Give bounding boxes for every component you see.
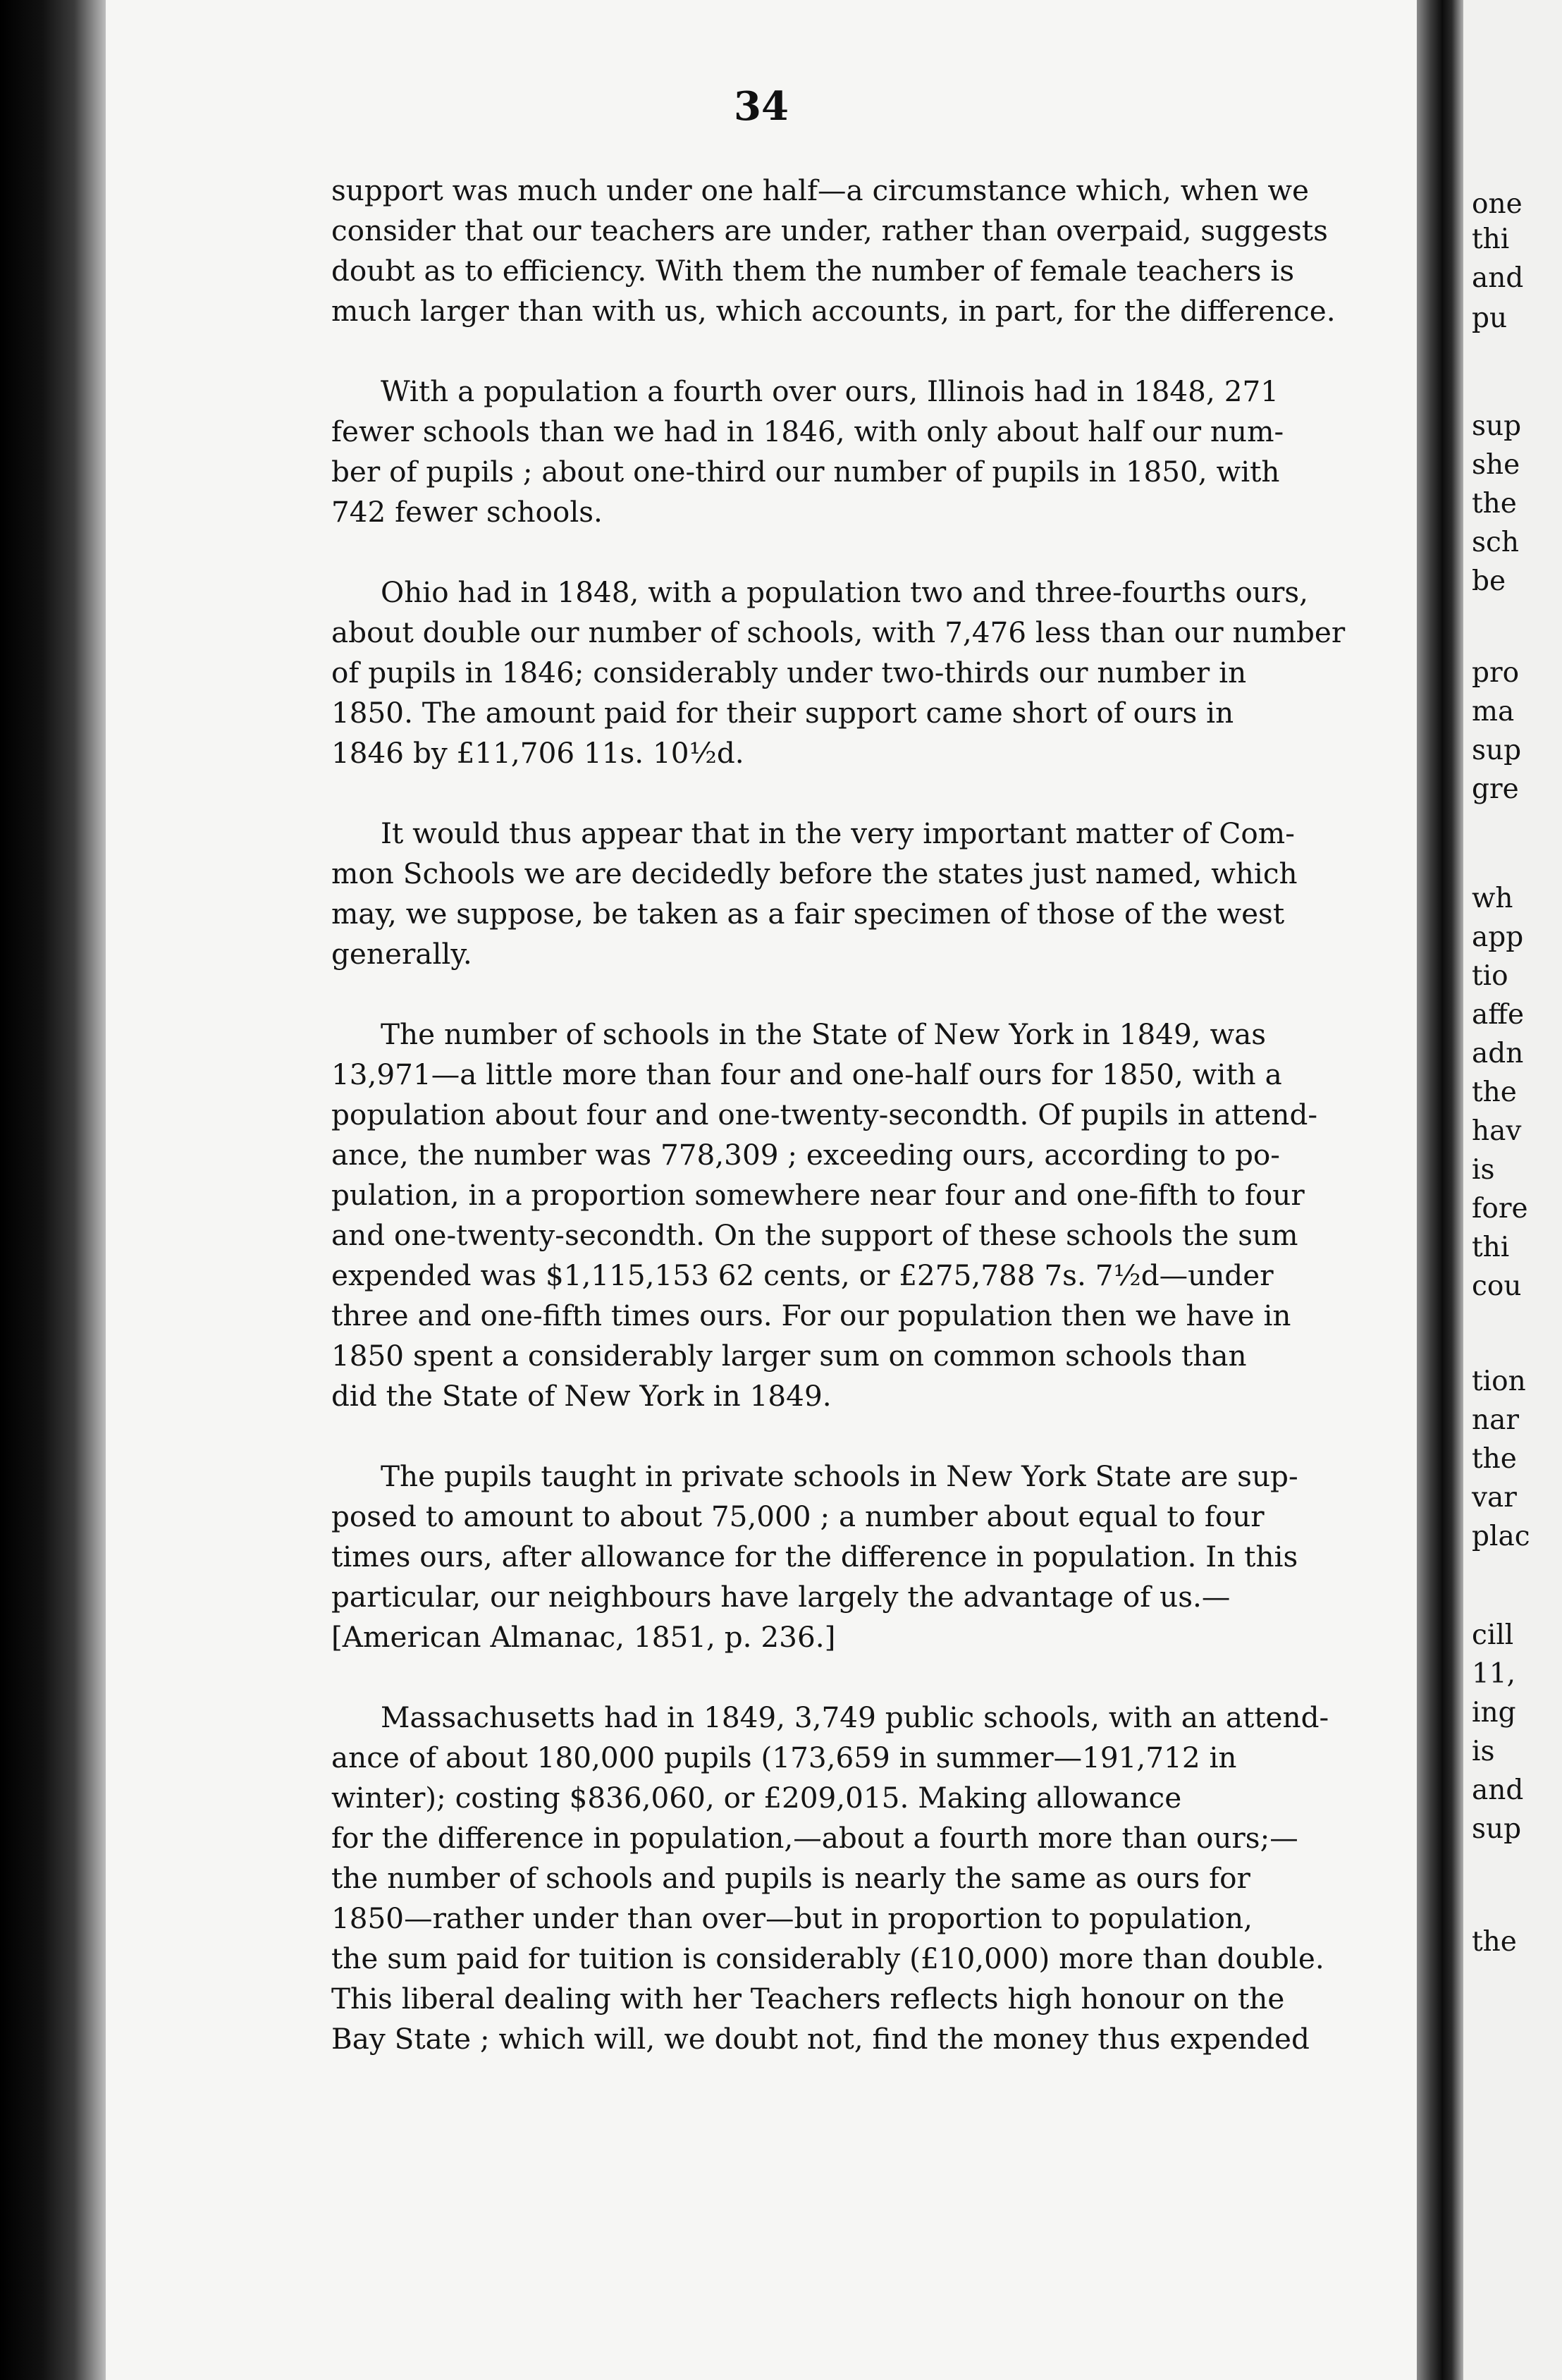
text-line: posed to amount to about 75,000 ; a number about equal to four: [331, 1499, 1265, 1533]
facing-page-fragment: the: [1472, 1926, 1517, 1958]
text-line: 1850. The amount paid for their support came short of ours in: [331, 696, 1234, 730]
facing-page-fragment: cill: [1472, 1619, 1514, 1651]
facing-page-fragment: tion: [1472, 1366, 1526, 1397]
facing-page-fragment: thi: [1472, 223, 1510, 255]
scan-left-edge: [0, 0, 106, 2380]
text-line: 13,971—a little more than four and one-half ours for 1850, with a: [331, 1057, 1282, 1091]
text-line: The pupils taught in private schools in New York State are sup-: [381, 1459, 1298, 1493]
text-line: particular, our neighbours have largely the advantage of us.—: [331, 1580, 1231, 1614]
text-line: did the State of New York in 1849.: [331, 1379, 832, 1413]
text-line: population about four and one-twenty-secondth. Of pupils in attend-: [331, 1098, 1318, 1131]
text-line: mon Schools we are decidedly before the states just named, which: [331, 857, 1298, 890]
page-number: 34: [734, 83, 789, 130]
facing-page-fragment: and: [1472, 262, 1524, 294]
facing-page-fragment: and: [1472, 1774, 1524, 1806]
facing-page-fragment: sup: [1472, 735, 1522, 766]
text-line: pulation, in a proportion somewhere near four and one-fifth to four: [331, 1178, 1305, 1212]
facing-page-fragment: adn: [1472, 1038, 1524, 1069]
paragraph-4: [331, 1014, 1487, 1416]
facing-page-fragment: the: [1472, 1443, 1517, 1475]
facing-page-fragment: affe: [1472, 999, 1525, 1031]
text-line: of pupils in 1846; considerably under two-thirds our number in: [331, 656, 1247, 689]
text-line: ance, the number was 778,309 ; exceeding ours, according to po-: [331, 1138, 1280, 1172]
facing-page-edge: [1463, 0, 1562, 2380]
text-line: With a population a fourth over ours, Illinois had in 1848, 271: [381, 374, 1279, 408]
text-line: and one-twenty-secondth. On the support of these schools the sum: [331, 1218, 1298, 1252]
text-line: 742 fewer schools.: [331, 495, 603, 529]
facing-page-fragment: tio: [1472, 960, 1508, 992]
body-text: [331, 171, 1487, 2099]
facing-page-fragment: hav: [1472, 1115, 1522, 1147]
text-line: for the difference in population,—about a fourth more than ours;—: [331, 1821, 1298, 1855]
facing-page-fragment: is: [1472, 1154, 1495, 1186]
text-line: times ours, after allowance for the difference in population. In this: [331, 1540, 1298, 1574]
facing-page-fragment: ma: [1472, 696, 1515, 728]
text-line: 1850—rather under than over—but in proportion to population,: [331, 1901, 1253, 1935]
facing-page-fragment: plac: [1472, 1521, 1530, 1552]
facing-page-fragment: gre: [1472, 773, 1519, 805]
paragraph-3: [331, 814, 1487, 974]
text-line: expended was $1,115,153 62 cents, or £275,788 7s. 7½d—under: [331, 1258, 1274, 1292]
text-line: support was much under one half—a circumstance which, when we: [331, 173, 1310, 207]
text-line: 1846 by £11,706 11s. 10½d.: [331, 736, 744, 770]
text-line: may, we suppose, be taken as a fair specimen of those of the west: [331, 897, 1285, 931]
text-line: [American Almanac, 1851, p. 236.]: [331, 1620, 836, 1654]
facing-page-fragment: be: [1472, 565, 1506, 597]
facing-page-fragment: wh: [1472, 883, 1513, 914]
text-line: ber of pupils ; about one-third our number of pupils in 1850, with: [331, 455, 1280, 489]
facing-page-fragment: pro: [1472, 657, 1520, 689]
text-line: Bay State ; which will, we doubt not, find the money thus expended: [331, 2022, 1310, 2056]
text-line: ance of about 180,000 pupils (173,659 in summer—191,712 in: [331, 1741, 1237, 1774]
facing-page-fragment: she: [1472, 449, 1520, 481]
facing-page-fragment: thi: [1472, 1232, 1510, 1263]
facing-page-fragment: one: [1472, 188, 1523, 220]
text-line: Ohio had in 1848, with a population two and three-fourths ours,: [381, 575, 1308, 609]
text-line: The number of schools in the State of New York in 1849, was: [381, 1017, 1267, 1051]
paragraph-1: [331, 372, 1487, 532]
facing-page-fragment: fore: [1472, 1193, 1528, 1225]
text-line: fewer schools than we had in 1846, with only about half our num-: [331, 415, 1284, 448]
paragraph-5: [331, 1456, 1487, 1657]
text-line: consider that our teachers are under, rather than overpaid, suggests: [331, 214, 1328, 247]
text-line: doubt as to efficiency. With them the number of female teachers is: [331, 254, 1295, 288]
text-line: much larger than with us, which accounts, in part, for the difference.: [331, 294, 1336, 328]
book-page: [106, 0, 1417, 2380]
text-line: about double our number of schools, with 7,476 less than our number: [331, 615, 1346, 649]
facing-page-fragment: nar: [1472, 1404, 1520, 1436]
facing-page-fragment: sch: [1472, 527, 1519, 558]
text-line: Massachusetts had in 1849, 3,749 public schools, with an attend-: [381, 1700, 1329, 1734]
text-line: three and one-fifth times ours. For our population then we have in: [331, 1299, 1291, 1332]
facing-page-fragment: the: [1472, 1076, 1517, 1108]
text-line: 1850 spent a considerably larger sum on common schools than: [331, 1339, 1247, 1373]
facing-page-fragment: sup: [1472, 410, 1522, 442]
facing-page-fragment: 11,: [1472, 1658, 1516, 1690]
facing-page-fragment: ing: [1472, 1697, 1516, 1729]
facing-page-fragment: the: [1472, 488, 1517, 520]
text-line: generally.: [331, 937, 472, 971]
book-gutter: [1417, 0, 1463, 2380]
facing-page-fragment: is: [1472, 1736, 1495, 1767]
facing-page-fragment: pu: [1472, 302, 1508, 334]
text-line: winter); costing $836,060, or £209,015. Making allowance: [331, 1781, 1182, 1815]
facing-page-fragment: var: [1472, 1482, 1517, 1514]
text-line: the sum paid for tuition is considerably (£10,000) more than double.: [331, 1942, 1324, 1975]
paragraph-2: [331, 572, 1487, 773]
facing-page-fragment: sup: [1472, 1813, 1522, 1845]
paragraph-0: [331, 171, 1487, 331]
text-line: the number of schools and pupils is nearly the same as ours for: [331, 1861, 1250, 1895]
text-line: This liberal dealing with her Teachers reflects high honour on the: [331, 1982, 1285, 2016]
facing-page-fragment: cou: [1472, 1270, 1522, 1302]
facing-page-fragment: app: [1472, 921, 1524, 953]
text-line: It would thus appear that in the very important matter of Com-: [381, 816, 1295, 850]
paragraph-6: [331, 1698, 1487, 2059]
